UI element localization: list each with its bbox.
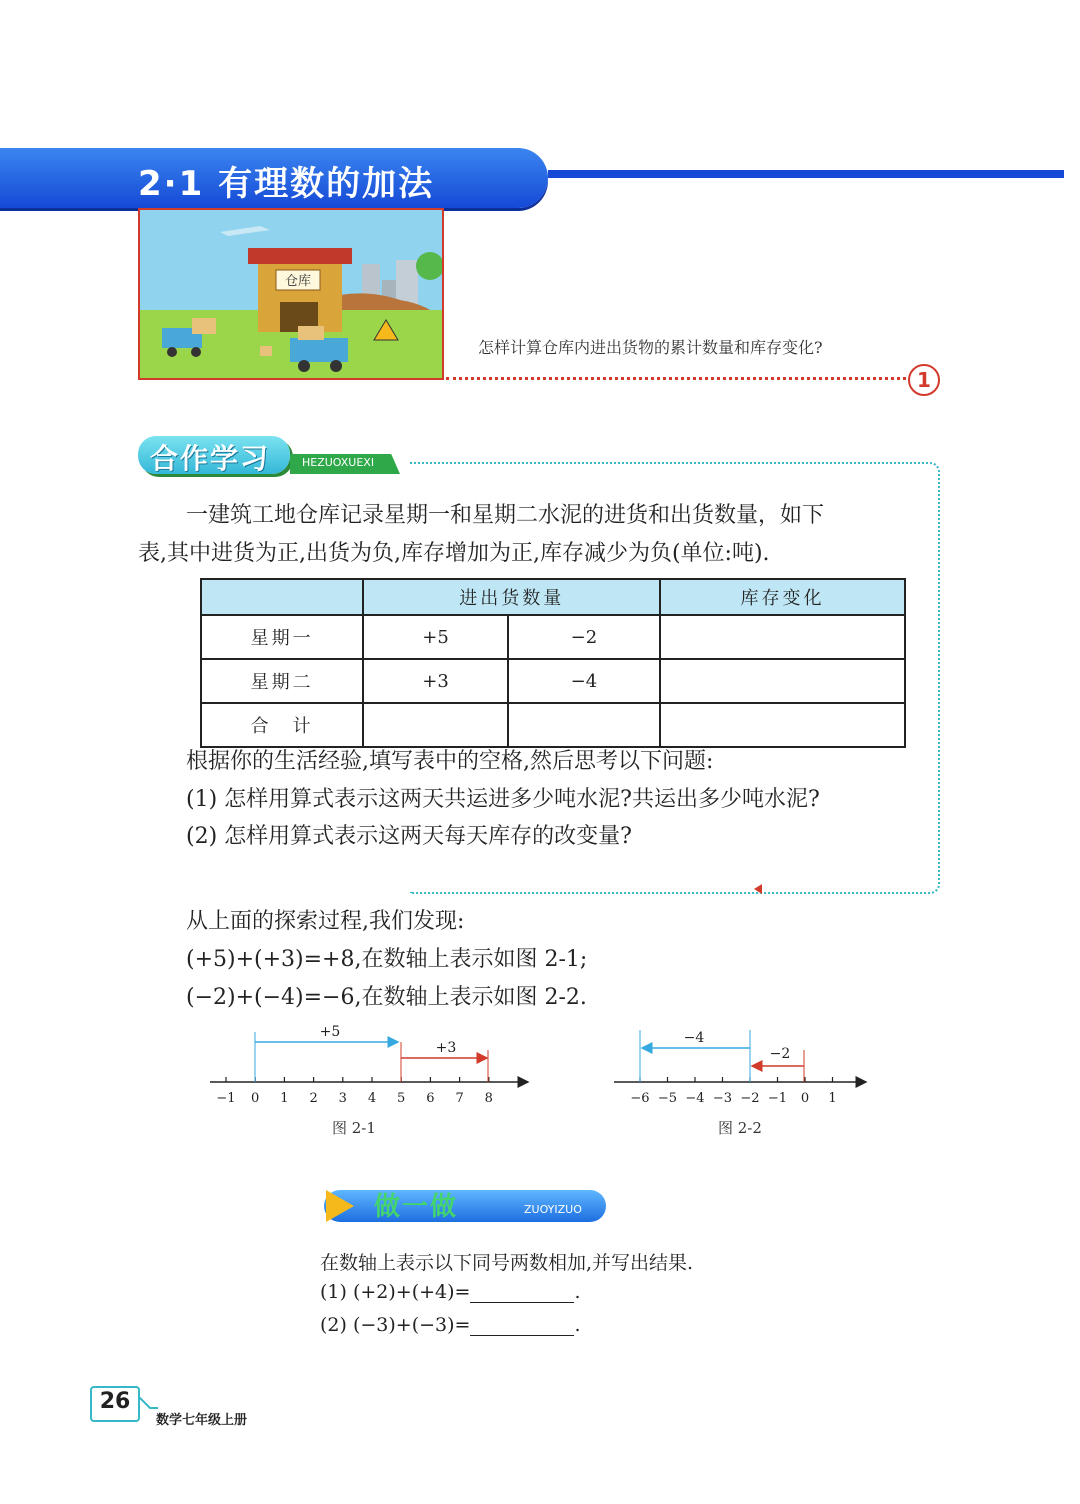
fig2-tick-label: 1: [828, 1091, 837, 1106]
exercise-2-end: .: [574, 1314, 581, 1336]
discovery-intro: 从上面的探索过程,我们发现:: [186, 909, 465, 934]
fig2-tick-label: −3: [712, 1091, 733, 1106]
instruction-line: 根据你的生活经验,填写表中的空格,然后思考以下问题:: [186, 749, 714, 774]
row-in: [363, 703, 507, 747]
row-change: [660, 703, 905, 747]
fig1-tick-label: 1: [280, 1091, 289, 1106]
fig2-caption: 图 2-2: [718, 1119, 762, 1137]
table-row: [201, 659, 905, 703]
frame-arrow-icon: [754, 884, 762, 894]
number-line-fig-2-1: [200, 1018, 540, 1110]
coop-paragraph-line2: 表,其中进货为正,出货为负,库存增加为正,库存减少为负(单位:吨).: [138, 541, 770, 566]
question-2: (2) 怎样用算式表示这两天每天库存的改变量?: [186, 824, 632, 849]
row-out: −2: [508, 615, 660, 659]
intro-question: 怎样计算仓库内进出货物的累计数量和库存变化?: [478, 338, 823, 357]
fig1-tick-label: −1: [216, 1091, 236, 1106]
warehouse-illustration: [138, 208, 444, 380]
table-row: [201, 615, 905, 659]
fig1-tick-label: 5: [397, 1091, 406, 1106]
exercise-2: [320, 1314, 581, 1336]
play-arrow-icon: [326, 1190, 354, 1222]
fig2-tick-label: 0: [800, 1091, 810, 1106]
fig2-tick-label: −6: [630, 1091, 650, 1106]
discovery-eq1: (+5)+(+3)=+8,在数轴上表示如图 2-1;: [186, 947, 588, 972]
exercise-1: [320, 1281, 581, 1303]
table-header-empty: [201, 579, 363, 615]
row-out: −4: [508, 659, 660, 703]
fig1-caption: 图 2-1: [332, 1119, 376, 1137]
page-tab-line: [138, 1394, 158, 1420]
exercise-2-text: (2) (−3)+(−3)=: [320, 1314, 471, 1336]
marker-number: 1: [908, 364, 940, 396]
coop-pinyin: HEZUOXUEXI: [302, 456, 375, 469]
coop-label: 合作学习: [150, 442, 271, 475]
exercise-1-end: .: [574, 1281, 581, 1303]
row-label: 星期二: [201, 659, 363, 703]
row-label: 合 计: [201, 703, 363, 747]
answer-blank-1[interactable]: [470, 1282, 574, 1303]
exercise-1-text: (1) (+2)+(+4)=: [320, 1281, 471, 1303]
dotted-leader: [446, 377, 906, 380]
fig1-tick-label: 8: [484, 1091, 493, 1106]
row-in: +3: [363, 659, 507, 703]
section-title: 2·1 有理数的加法: [138, 164, 435, 204]
question-1: (1) 怎样用算式表示这两天共运进多少吨水泥?共运出多少吨水泥?: [186, 787, 820, 812]
fig1-tick-label: 6: [426, 1091, 435, 1106]
do-it-instruction: 在数轴上表示以下同号两数相加,并写出结果.: [320, 1252, 694, 1274]
fig1-tick-label: 2: [309, 1091, 318, 1106]
fig1-arrow1-label: +5: [319, 1024, 341, 1040]
fig1-tick-label: 3: [338, 1091, 347, 1106]
coop-paragraph-line1: 一建筑工地仓库记录星期一和星期二水泥的进货和出货数量，如下: [186, 503, 825, 528]
fig1-arrow2-label: +3: [435, 1040, 457, 1056]
do-it-label: 做一做: [374, 1192, 459, 1222]
fig2-tick-label: −5: [657, 1091, 678, 1106]
fig2-tick-label: −2: [740, 1091, 760, 1106]
row-in: +5: [363, 615, 507, 659]
fig2-tick-label: −4: [685, 1091, 705, 1106]
row-change: [660, 615, 905, 659]
do-it-pinyin: ZUOYIZUO: [524, 1203, 582, 1216]
table-row: [201, 703, 905, 747]
fig2-tick-label: −1: [767, 1091, 788, 1106]
answer-blank-2[interactable]: [470, 1315, 574, 1336]
fig1-tick-label: 4: [367, 1091, 377, 1106]
fig2-arrow2-label: −2: [769, 1046, 791, 1062]
number-line-fig-2-2: [608, 1018, 878, 1110]
page-number: 26: [99, 1389, 131, 1414]
discovery-eq2: (−2)+(−4)=−6,在数轴上表示如图 2-2.: [186, 985, 587, 1010]
fig1-tick-label: 7: [455, 1091, 464, 1106]
svg-text:仓库: 仓库: [284, 274, 312, 289]
book-title: 数学七年级上册: [156, 1413, 248, 1428]
inventory-table: [200, 578, 906, 748]
table-header-change: 库存变化: [660, 579, 905, 615]
row-out: [508, 703, 660, 747]
row-label: 星期一: [201, 615, 363, 659]
table-header-quantity: 进出货数量: [363, 579, 660, 615]
fig1-tick-label: 0: [251, 1091, 260, 1106]
row-change: [660, 659, 905, 703]
fig2-arrow1-label: −4: [683, 1030, 705, 1046]
title-rule: [548, 170, 1064, 178]
